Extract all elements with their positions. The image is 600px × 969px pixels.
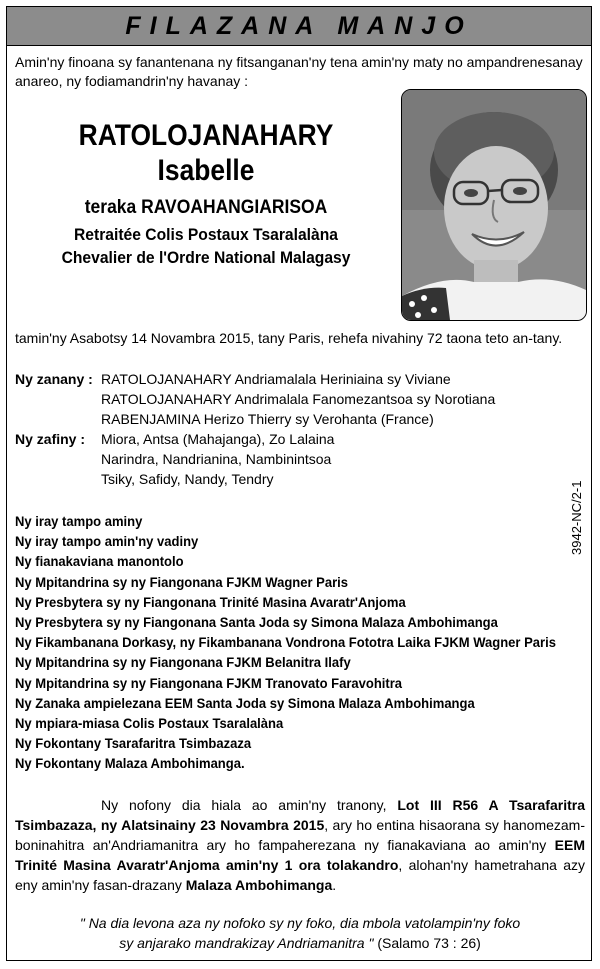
list-item: Ny Mpitandrina sy ny Fiangonana FJKM Tranovato Faravohitra: [15, 674, 403, 691]
list-item: Ny Presbytera sy ny Fiangonana Santa Joda sy Simona Malaza Ambohimanga: [15, 614, 498, 631]
list-item: Ny Fokontany Tsarafaritra Tsimbazaza: [15, 735, 252, 752]
kin-row-children: [15, 369, 575, 429]
portrait-photo-icon: [401, 89, 587, 321]
reference-code: 3942-NC/2-1: [569, 480, 584, 555]
list-item: Ny Mpitandrina sy ny Fiangonana FJKM Belanitra Ilafy: [15, 654, 351, 671]
funeral-text-3: , alohan'ny hametrahana azy eny amin'ny fasan-drazany: [15, 857, 585, 893]
list-item: RABENJAMINA Herizo Thierry sy Verohanta (France): [101, 411, 434, 427]
list-item: Ny Mpitandrina sy ny Fiangonana FJKM Wagner Paris: [15, 573, 349, 590]
list-item: Ny iray tampo amin'ny vadiny: [15, 533, 199, 550]
maiden-name: RAVOAHANGIARISOA: [141, 197, 328, 218]
deceased-maiden-name: [30, 193, 381, 223]
family-list: [15, 369, 575, 489]
funeral-burial-place: Malaza Ambohimanga: [185, 877, 333, 893]
kin-list-grandchildren: [101, 429, 575, 489]
list-item: RATOLOJANAHARY Andrimalala Fanomezantsoa sy Norotiana: [101, 391, 496, 407]
bible-verse: [15, 913, 585, 953]
list-item: Miora, Antsa (Mahajanga), Zo Lalaina: [101, 431, 335, 447]
list-item: Ny Presbytera sy ny Fiangonana Trinité Masina Avaratr'Anjoma: [15, 593, 406, 610]
list-item: Ny Fokontany Malaza Ambohimanga.: [15, 755, 245, 772]
list-item: Ny Zanaka ampielezana EEM Santa Joda sy Simona Malaza Ambohimanga: [15, 694, 475, 711]
notice-header: [7, 7, 591, 46]
list-item: Ny fianakaviana manontolo: [15, 553, 184, 570]
list-item: Ny Fikambanana Dorkasy, ny Fikambanana Vondrona Fototra Laika FJKM Wagner Paris: [15, 634, 556, 651]
mourners-list: [15, 511, 590, 774]
funeral-details: [15, 795, 585, 895]
kin-row-grandchildren: [15, 429, 575, 489]
deceased-title-2: Chevalier de l'Ordre National Malagasy: [61, 248, 351, 267]
kin-list-children: [101, 369, 575, 429]
deceased-name-block: [15, 119, 397, 269]
portrait-illustration: [402, 90, 586, 320]
obituary-notice: [6, 6, 592, 961]
intro-text: Amin'ny finoana sy fanantenana ny fitsanganan'ny tena amin'ny maty no ampandrenesanay anareo, ny fodiamandrin'ny havanay :: [15, 54, 583, 89]
funeral-text-1: Ny nofony dia hiala ao amin'ny tranony,: [101, 797, 398, 813]
deceased-firstname: Isabelle: [157, 154, 255, 187]
notice-title: FILAZANA MANJO: [125, 11, 473, 40]
funeral-address: Lot III R56 A Tsarafaritra Tsimbazaza, ny Alatsinainy 23 Novambra 2015: [15, 797, 585, 833]
list-item: Tsiky, Safidy, Nandy, Tendry: [101, 471, 274, 487]
list-item: Ny mpiara-miasa Colis Postaux Tsaralalàna: [15, 715, 284, 732]
funeral-text-4: .: [332, 877, 337, 893]
kin-label-grandchildren: Ny zafiny :: [15, 431, 86, 447]
deceased-surname: RATOLOJANAHARY: [78, 119, 334, 152]
verse-reference: (Salamo 73 : 26): [377, 935, 481, 951]
verse-line-2: sy anjarako mandrakizay Andriamanitra " (Salamo 73 : 26): [119, 935, 481, 951]
kin-label-children: Ny zanany :: [15, 371, 93, 387]
verse-line-1: " Na dia levona aza ny nofoko sy ny foko, dia mbola vatolampin'ny foko: [79, 915, 521, 931]
list-item: Narindra, Nandrianina, Nambinintsoa: [101, 451, 332, 467]
list-item: Ny iray tampo aminy: [15, 513, 143, 529]
funeral-church: EEM Trinité Masina Avaratr'Anjoma amin'ny 1 ora tolakandro: [15, 837, 585, 873]
deceased-title-1: Retraitée Colis Postaux Tsaralalàna: [74, 225, 338, 244]
list-item: RATOLOJANAHARY Andriamalala Heriniaina sy Viviane: [101, 371, 451, 387]
maiden-prefix: teraka: [84, 197, 137, 218]
funeral-text-2: , ary ho entina hisaorana sy hanomezam-boninahitra an'Andriamanitra ary ho fampaherezana ny fianakaviana ao amin'ny: [15, 817, 585, 853]
death-announcement: tamin'ny Asabotsy 14 Novambra 2015, tany Paris, rehefa nivahiny 72 taona teto an-tany.: [15, 330, 563, 346]
